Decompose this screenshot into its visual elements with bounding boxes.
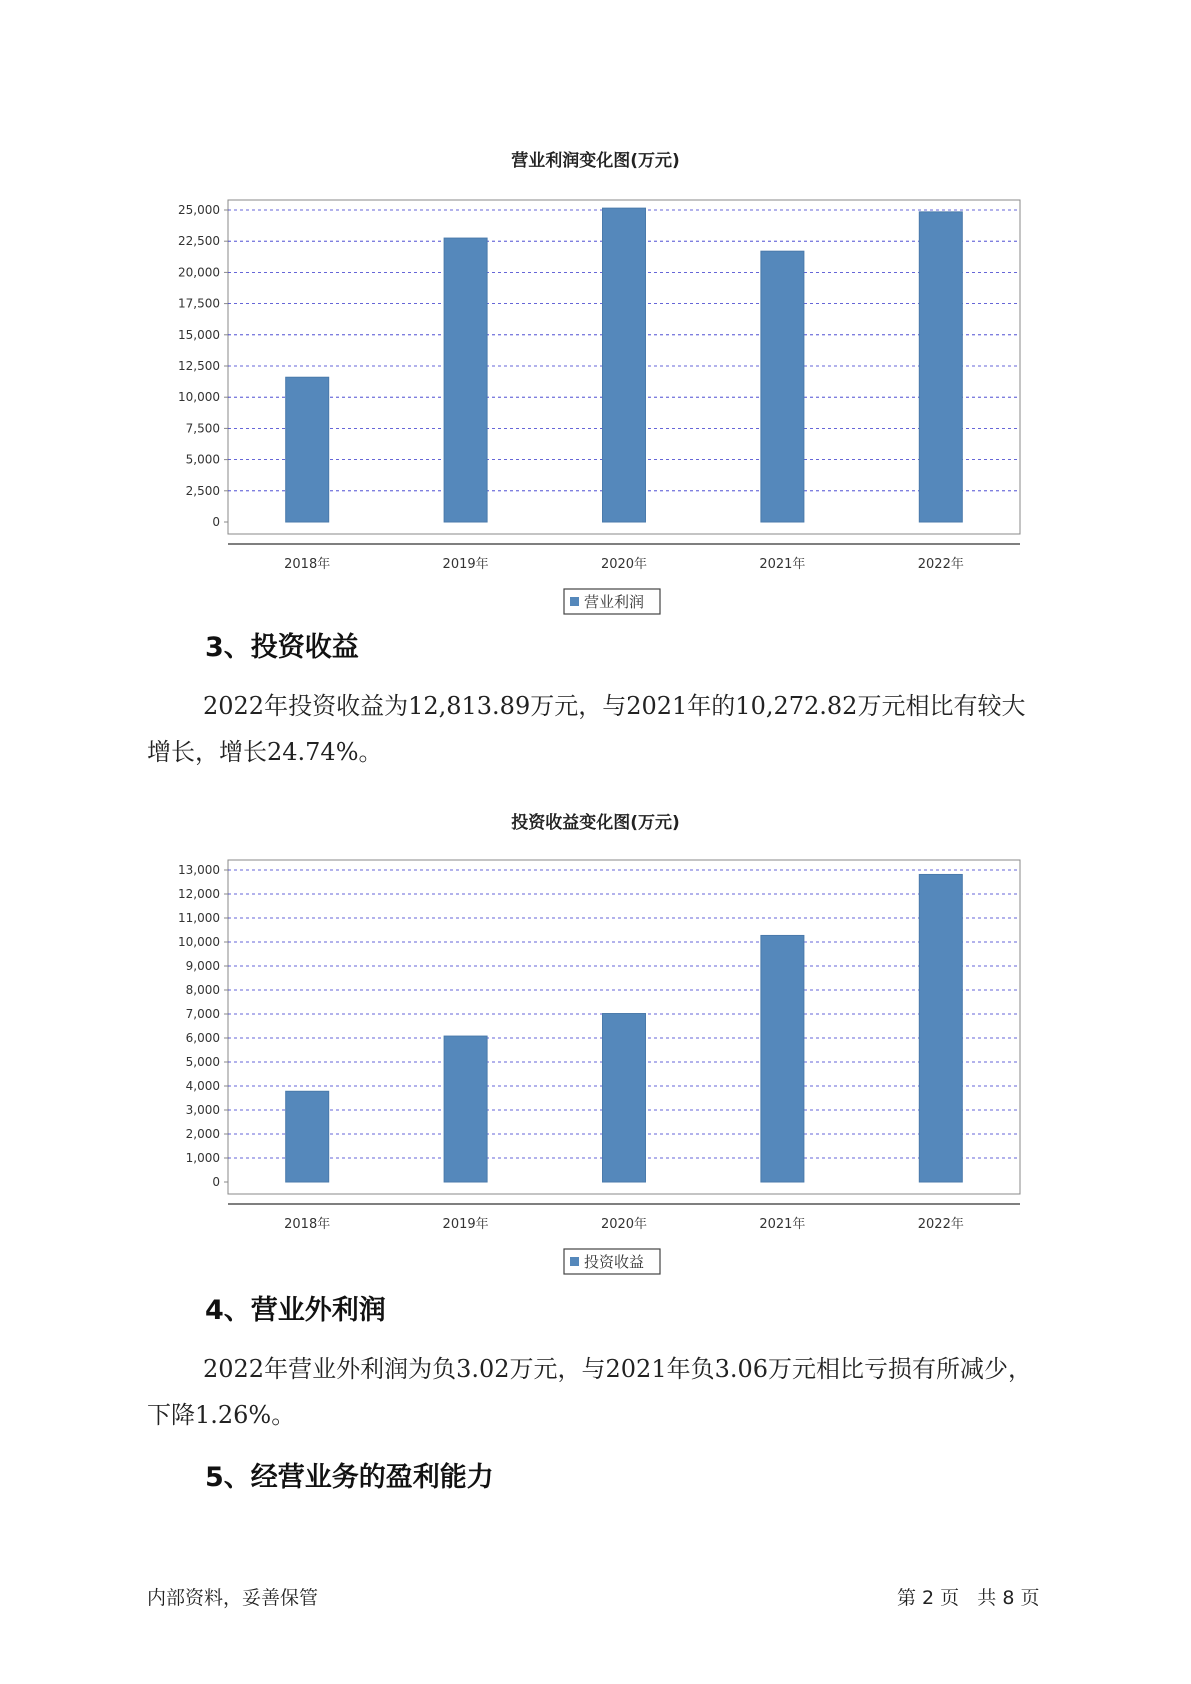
x-tick-label: 2022年: [917, 557, 964, 572]
legend-swatch: [570, 1257, 579, 1266]
y-tick-label: 5,000: [185, 452, 220, 467]
bar-2021年: [761, 251, 804, 522]
y-tick-label: 3,000: [185, 1103, 220, 1117]
legend-label: 投资收益: [584, 1253, 645, 1271]
y-tick-label: 7,500: [185, 421, 220, 436]
investment-income-bar-chart: [0, 830, 1191, 1271]
bar-2019年: [444, 238, 487, 522]
section-paragraph-investment-income: 2022年投资收益为12,813.89万元，与2021年的10,272.82万元相比有较大增长，增长24.74%。: [147, 692, 1026, 766]
footer-page-number: 第 2 页 共 8 页: [897, 1587, 1040, 1609]
y-tick-label: 12,500: [178, 359, 220, 373]
y-tick-label: 7,000: [185, 1007, 220, 1021]
x-tick-label: 2021年: [759, 557, 806, 572]
y-tick-label: 2,500: [185, 483, 220, 498]
y-tick-label: 17,500: [178, 296, 220, 311]
x-tick-label: 2022年: [917, 1217, 964, 1232]
y-tick-label: 20,000: [178, 265, 220, 280]
y-tick-label: 10,000: [178, 390, 220, 405]
legend-label: 营业利润: [584, 593, 645, 611]
bar-2020年: [603, 1014, 646, 1182]
section-heading-profitability: 5、经营业务的盈利能力: [205, 1462, 494, 1493]
footer-confidential-note: 内部资料，妥善保管: [147, 1587, 319, 1609]
bar-2022年: [919, 874, 962, 1182]
operating-profit-bar-chart: [0, 170, 1191, 611]
y-tick-label: 6,000: [185, 1031, 220, 1045]
x-tick-label: 2019年: [442, 1217, 489, 1232]
y-tick-label: 11,000: [178, 911, 220, 925]
y-tick-label: 22,500: [178, 234, 220, 249]
y-tick-label: 15,000: [178, 327, 220, 342]
x-tick-label: 2020年: [600, 557, 648, 572]
y-tick-label: 10,000: [178, 935, 220, 949]
section-heading-investment-income: 3、投资收益: [205, 632, 359, 663]
bar-2020年: [603, 208, 646, 522]
y-tick-label: 4,000: [185, 1079, 220, 1093]
x-tick-label: 2019年: [442, 557, 489, 572]
y-tick-label: 0: [212, 1175, 220, 1189]
x-tick-label: 2018年: [284, 1217, 331, 1232]
section-paragraph-non-operating-profit: 2022年营业外利润为负3.02万元，与2021年负3.06万元相比亏损有所减少，下降1.26%。: [147, 1355, 1033, 1429]
section-heading-non-operating-profit: 4、营业外利润: [205, 1295, 386, 1326]
y-tick-label: 13,000: [178, 863, 220, 877]
bar-2018年: [286, 377, 329, 522]
x-tick-label: 2021年: [759, 1217, 806, 1232]
bar-2018年: [286, 1091, 329, 1182]
bar-2019年: [444, 1036, 487, 1182]
y-tick-label: 1,000: [185, 1151, 220, 1165]
legend-swatch: [570, 597, 579, 606]
y-tick-label: 25,000: [178, 203, 220, 217]
y-tick-label: 12,000: [178, 887, 220, 901]
chart-title-operating-profit: 营业利润变化图(万元): [511, 151, 680, 171]
bar-2021年: [761, 935, 804, 1182]
y-tick-label: 9,000: [185, 959, 220, 973]
y-tick-label: 8,000: [185, 983, 220, 997]
x-tick-label: 2020年: [600, 1217, 648, 1232]
y-tick-label: 2,000: [185, 1127, 220, 1141]
bar-2022年: [919, 212, 962, 522]
x-tick-label: 2018年: [284, 557, 331, 572]
chart-title-investment-income: 投资收益变化图(万元): [511, 813, 680, 833]
y-tick-label: 5,000: [185, 1055, 220, 1069]
y-tick-label: 0: [212, 515, 220, 529]
